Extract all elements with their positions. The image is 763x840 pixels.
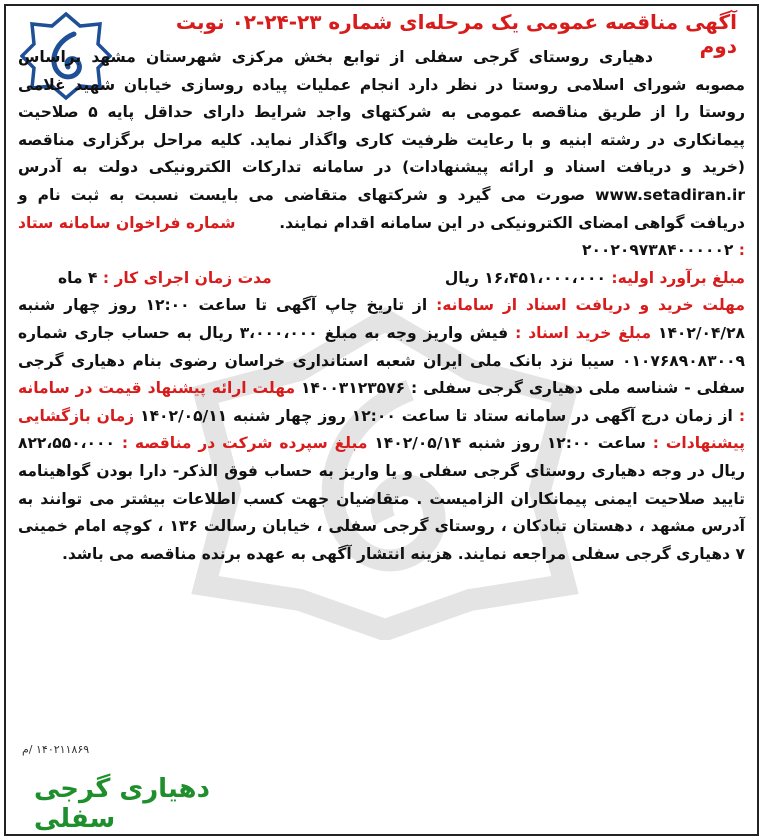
deposit-label: مبلغ سپرده شرکت در مناقصه : [121, 434, 368, 453]
signature: دهیاری گرجی سفلی [34, 774, 210, 834]
details-paragraph [18, 292, 745, 568]
bid-deadline-value: از زمان درج آگهی در سامانه ستاد تا ساعت ۱۲:۰۰ روز چهار شنبه ۱۴۰۲/۰۵/۱۱ [140, 406, 733, 425]
estimate-value: ۱۶،۴۵۱،۰۰۰،۰۰۰ ریال [444, 268, 606, 287]
website-link[interactable]: www.setadiran.ir [595, 185, 745, 204]
deposit-value: ۸۲۲،۵۵۰،۰۰۰ ریال در وجه دهیاری روستای گرجی سفلی و یا واریز به حساب فوق الذکر- دارا بودن گواهینامه تایید صلاحیت ایمنی پیمانکاران الزامیست . متقاضیان جهت کسب اطلاعات بیشتر می توانند به آدرس مشهد ، دهستان تبادکان ، روستای گرجی سفلی ، خیابان رسالت ۱۳۶ ، کوچه امام خمینی ۷ دهیاری گرجی سفلی مراجعه نمایند. هزینه انتشار آگهی به عهده برنده مناقصه می باشد. [18, 434, 745, 563]
ad-title: آگهی مناقصه عمومی یک مرحله‌ای شماره ۲۳-۲۴-۰۲ نوبت دوم [175, 10, 737, 58]
call-number-value: ۲۰۰۲۰۹۷۳۸۴۰۰۰۰۰۲ [582, 241, 734, 260]
duration-label: مدت زمان اجرای کار : [102, 268, 272, 287]
doc-deadline-label: مهلت خرید و دریافت اسناد از سامانه: [436, 296, 745, 315]
doc-deadline-value: از تاریخ چاپ آگهی تا ساعت ۱۲:۰۰ روز چهار شنبه ۱۴۰۲/۰۴/۲۸ [18, 296, 746, 342]
doc-price-value: فیش واریز وجه به مبلغ ۳،۰۰۰،۰۰۰ ریال به حساب جاری شماره ۰۱۰۷۶۸۹۰۸۳۰۰۹ سیبا نزد بانک ملی ایران شعبه استانداری خراسان رضوی بنام دهیاری گرجی سفلی - شناسه ملی دهیاری گرجی سفلی : ۱۴۰۰۳۱۲۳۵۷۶ [18, 323, 745, 398]
intro-paragraph [18, 44, 745, 265]
intro-text: دهیاری روستای گرجی سفلی از توابع بخش مرکزی شهرستان مشهد براساس مصوبه شورای اسلامی روستا در نظر دارد انجام عملیات پیاده روسازی خیابان شهید غلامی روستا را از طریق مناقصه عمومی به شرکتهای واجد شرایط دارای حداقل پایه ۵ صلاحیت پیمانکاری در رشته ابنیه و با رعایت ظرفیت کاری واگذار نماید. کلیه مراحل برگزاری مناقصه (خرید و دریافت اسناد و ارائه پیشنهادات) در سامانه تدارکات الکترونیکی دولت به آدرس [18, 48, 745, 177]
intro-after-text: صورت می گیرد و شرکتهای متقاضی می بایست نسبت به ثبت نام و دریافت گواهی امضای الکترونیکی در این سامانه اقدام نمایند. [18, 185, 746, 232]
doc-price-label: مبلغ خرید اسناد : [515, 323, 652, 342]
estimate-row [18, 265, 745, 293]
ref-code: ۱۴۰۲۱۱۸۶۹ /م [22, 743, 90, 756]
opening-label: زمان بازگشایی پیشنهادات : [18, 406, 745, 453]
bid-deadline-label: مهلت ارائه پیشنهاد قیمت در سامانه : [18, 379, 746, 425]
call-number-label: شماره فراخوان سامانه ستاد : [18, 213, 745, 260]
duration-value: ۴ ماه [58, 268, 98, 287]
opening-value: ساعت ۱۲:۰۰ روز شنبه ۱۴۰۲/۰۵/۱۴ [374, 434, 646, 453]
estimate-label: مبلغ برآورد اولیه: [611, 268, 745, 287]
ad-body [18, 44, 745, 568]
